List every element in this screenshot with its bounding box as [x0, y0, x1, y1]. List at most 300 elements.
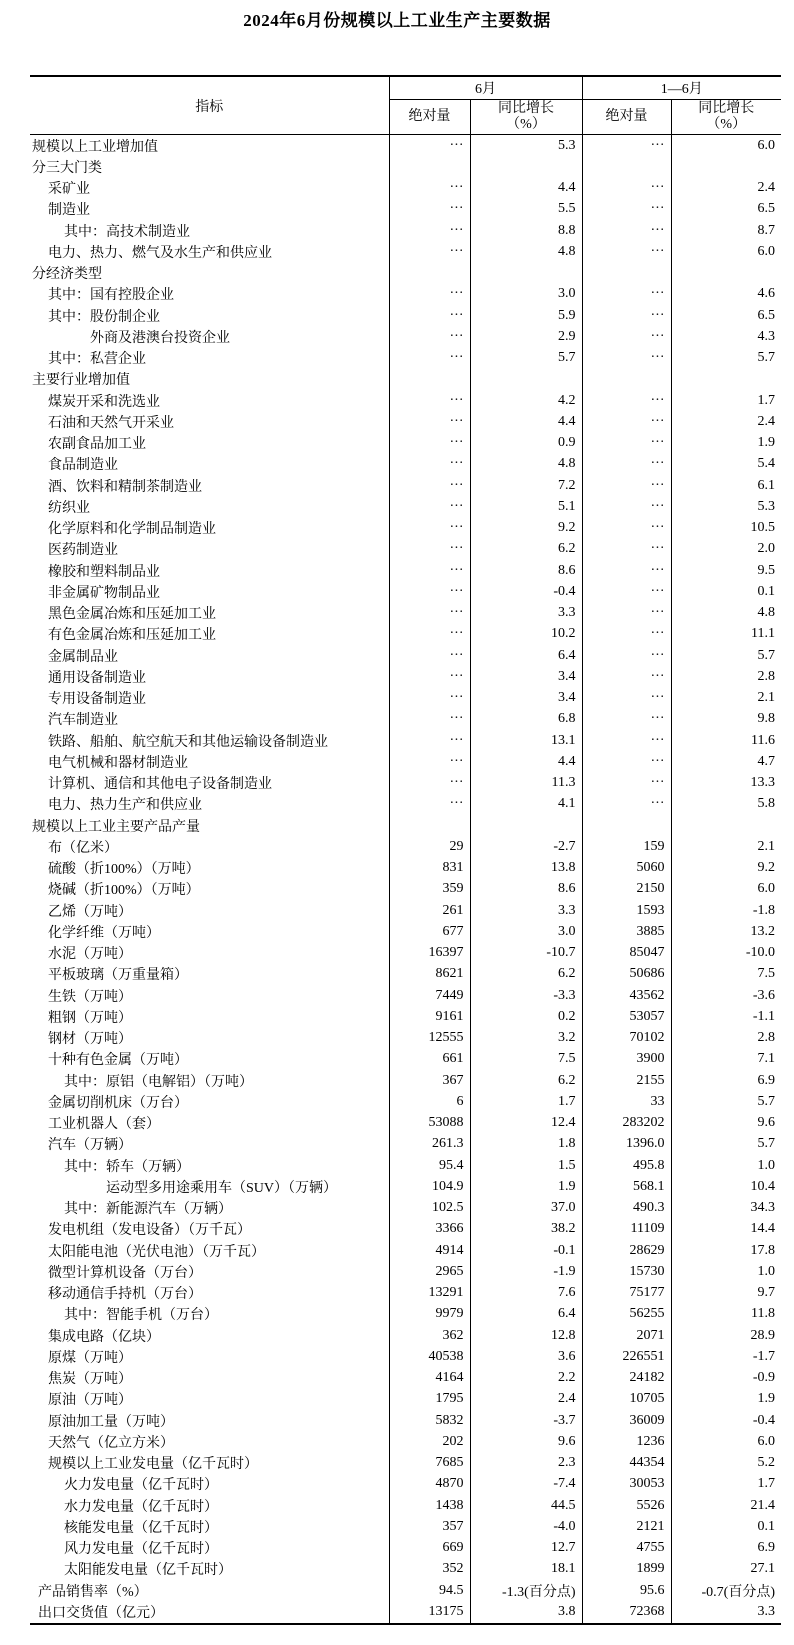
- value-cell: 3.4: [470, 666, 582, 687]
- value-cell: 8621: [389, 964, 470, 985]
- value-cell: ···: [582, 178, 671, 199]
- value-cell: [582, 369, 671, 390]
- indicator-cell: 采矿业: [30, 178, 389, 199]
- value-cell: 13175: [389, 1601, 470, 1623]
- value-cell: ···: [389, 178, 470, 199]
- value-cell: 7.2: [470, 475, 582, 496]
- table-row: [30, 178, 781, 199]
- value-cell: ···: [389, 433, 470, 454]
- value-cell: ···: [389, 220, 470, 241]
- value-cell: [671, 369, 781, 390]
- table-row: [30, 284, 781, 305]
- table-row: [30, 156, 781, 177]
- value-cell: 18.1: [470, 1559, 582, 1580]
- table-row: [30, 1261, 781, 1282]
- value-cell: ···: [582, 666, 671, 687]
- value-cell: ···: [389, 666, 470, 687]
- value-cell: 36009: [582, 1410, 671, 1431]
- value-cell: [582, 156, 671, 177]
- value-cell: 261: [389, 900, 470, 921]
- value-cell: 568.1: [582, 1176, 671, 1197]
- value-cell: ···: [582, 475, 671, 496]
- table-row: [30, 1538, 781, 1559]
- value-cell: ···: [389, 284, 470, 305]
- value-cell: 4.3: [757, 328, 775, 344]
- value-cell: 27.1: [750, 1561, 775, 1577]
- value-cell: -3.6: [752, 987, 775, 1003]
- indicator-cell: 其中：私营企业: [30, 348, 389, 369]
- value-cell: ···: [389, 348, 470, 369]
- indicator-cell: 天然气（亿立方米）: [30, 1431, 389, 1452]
- table-row: [30, 1219, 781, 1240]
- value-cell: -2.7: [470, 836, 582, 857]
- value-cell: 490.3: [582, 1198, 671, 1219]
- value-cell: 5.7: [757, 1093, 775, 1109]
- indicator-cell: 平板玻璃（万重量箱）: [30, 964, 389, 985]
- value-cell: -4.0: [470, 1516, 582, 1537]
- value-cell: 4.8: [470, 241, 582, 262]
- table-row: [30, 879, 781, 900]
- value-cell: 11.8: [751, 1306, 775, 1322]
- value-cell: 6.2: [470, 964, 582, 985]
- value-cell: 3.4: [470, 688, 582, 709]
- value-cell: -0.4: [470, 581, 582, 602]
- value-cell: 56255: [582, 1304, 671, 1325]
- value-cell: 5.7: [757, 1136, 775, 1152]
- value-cell: 28.9: [750, 1327, 775, 1343]
- table-row: [30, 326, 781, 347]
- value-cell: ···: [582, 284, 671, 305]
- value-cell: 357: [389, 1516, 470, 1537]
- col-header-indicator: 指标: [30, 76, 389, 135]
- value-cell: 495.8: [582, 1155, 671, 1176]
- indicator-cell: 石油和天然气开采业: [30, 411, 389, 432]
- value-cell: -7.4: [470, 1474, 582, 1495]
- value-cell: 362: [389, 1325, 470, 1346]
- value-cell: 53088: [389, 1113, 470, 1134]
- value-cell: 3.3: [470, 900, 582, 921]
- indicator-cell: 太阳能发电量（亿千瓦时）: [30, 1559, 389, 1580]
- value-cell: 1396.0: [582, 1134, 671, 1155]
- table-row: [30, 1601, 781, 1623]
- value-cell: 6.5: [757, 201, 775, 217]
- value-cell: 15730: [582, 1261, 671, 1282]
- indicator-cell: 烧碱（折100%）（万吨）: [30, 879, 389, 900]
- value-cell: 1.8: [470, 1134, 582, 1155]
- table-row: [30, 1049, 781, 1070]
- indicator-cell: 风力发电量（亿千瓦时）: [30, 1538, 389, 1559]
- value-cell: 5.2: [757, 1455, 775, 1471]
- value-cell: ···: [389, 135, 470, 157]
- value-cell: 10.5: [750, 520, 775, 536]
- value-cell: -0.1: [470, 1240, 582, 1261]
- indicator-cell: 移动通信手持机（万台）: [30, 1283, 389, 1304]
- value-cell: ···: [582, 794, 671, 815]
- value-cell: 2.2: [470, 1368, 582, 1389]
- col-header-june-absolute: 绝对量: [389, 100, 470, 135]
- value-cell: 5.7: [757, 647, 775, 663]
- table-row: [30, 815, 781, 836]
- value-cell: -1.1: [752, 1008, 775, 1024]
- value-cell: 29: [389, 836, 470, 857]
- indicator-cell: 发电机组（发电设备）（万千瓦）: [30, 1219, 389, 1240]
- value-cell: 11109: [582, 1219, 671, 1240]
- indicator-cell: 集成电路（亿块）: [30, 1325, 389, 1346]
- value-cell: [389, 263, 470, 284]
- value-cell: 1.9: [757, 1391, 775, 1407]
- table-row: [30, 730, 781, 751]
- value-cell: 10.2: [470, 624, 582, 645]
- value-cell: 2155: [582, 1070, 671, 1091]
- value-cell: 102.5: [389, 1198, 470, 1219]
- value-cell: 261.3: [389, 1134, 470, 1155]
- value-cell: 7.1: [757, 1051, 775, 1067]
- value-cell: 6.9: [757, 1072, 775, 1088]
- indicator-cell: 化学原料和化学制品制造业: [30, 518, 389, 539]
- table-row: [30, 1198, 781, 1219]
- value-cell: -1.9: [470, 1261, 582, 1282]
- value-cell: 6.2: [470, 1070, 582, 1091]
- value-cell: ···: [582, 645, 671, 666]
- table-row: [30, 1368, 781, 1389]
- table-row: [30, 624, 781, 645]
- indicator-cell: 专用设备制造业: [30, 688, 389, 709]
- indicator-cell: 原煤（万吨）: [30, 1346, 389, 1367]
- indicator-cell: 水泥（万吨）: [30, 943, 389, 964]
- value-cell: 4914: [389, 1240, 470, 1261]
- value-cell: 11.6: [751, 732, 775, 748]
- value-cell: 4.8: [757, 605, 775, 621]
- value-cell: 202: [389, 1431, 470, 1452]
- value-cell: ···: [582, 199, 671, 220]
- value-cell: 6.1: [757, 477, 775, 493]
- value-cell: -1.8: [752, 902, 775, 918]
- value-cell: -1.3(百分点): [470, 1580, 582, 1601]
- indicator-cell: 金属制品业: [30, 645, 389, 666]
- value-cell: 1.9: [470, 1176, 582, 1197]
- value-cell: 5.7: [757, 350, 775, 366]
- indicator-cell: 医药制造业: [30, 539, 389, 560]
- value-cell: 3.3: [757, 1603, 775, 1619]
- indicator-cell: 铁路、船舶、航空航天和其他运输设备制造业: [30, 730, 389, 751]
- value-cell: ···: [389, 475, 470, 496]
- value-cell: 5526: [582, 1495, 671, 1516]
- value-cell: 1438: [389, 1495, 470, 1516]
- value-cell: 226551: [582, 1346, 671, 1367]
- value-cell: 13.1: [470, 730, 582, 751]
- value-cell: 5.4: [757, 456, 775, 472]
- indicator-cell: 有色金属冶炼和压延加工业: [30, 624, 389, 645]
- indicator-cell: 乙烯（万吨）: [30, 900, 389, 921]
- value-cell: 28629: [582, 1240, 671, 1261]
- indicator-cell: 核能发电量（亿千瓦时）: [30, 1516, 389, 1537]
- indicator-cell: 运动型多用途乘用车（SUV）（万辆）: [30, 1176, 389, 1197]
- value-cell: 5.8: [757, 796, 775, 812]
- indicator-cell: 焦炭（万吨）: [30, 1368, 389, 1389]
- table-row: [30, 1431, 781, 1452]
- value-cell: 104.9: [389, 1176, 470, 1197]
- value-cell: -0.4: [752, 1412, 775, 1428]
- value-cell: 3.8: [470, 1601, 582, 1623]
- value-cell: ···: [389, 560, 470, 581]
- value-cell: -3.3: [470, 985, 582, 1006]
- value-cell: 9.7: [757, 1285, 775, 1301]
- indicator-cell: 硫酸（折100%）（万吨）: [30, 858, 389, 879]
- value-cell: 9979: [389, 1304, 470, 1325]
- value-cell: 5.1: [470, 496, 582, 517]
- value-cell: 4.6: [757, 286, 775, 302]
- value-cell: 34.3: [750, 1200, 775, 1216]
- value-cell: 44.5: [470, 1495, 582, 1516]
- value-cell: 85047: [582, 943, 671, 964]
- value-cell: ···: [582, 751, 671, 772]
- value-cell: ···: [582, 241, 671, 262]
- value-cell: ···: [389, 730, 470, 751]
- value-cell: ···: [389, 326, 470, 347]
- indicator-cell: 规模以上工业发电量（亿千瓦时）: [30, 1453, 389, 1474]
- table-row: [30, 348, 781, 369]
- value-cell: 4.1: [470, 794, 582, 815]
- value-cell: 12.4: [470, 1113, 582, 1134]
- value-cell: ···: [389, 581, 470, 602]
- value-cell: 1.7: [470, 1091, 582, 1112]
- value-cell: ···: [582, 411, 671, 432]
- value-cell: [582, 815, 671, 836]
- page-title: 2024年6月份规模以上工业生产主要数据: [243, 11, 551, 30]
- value-cell: ···: [389, 624, 470, 645]
- value-cell: [470, 263, 582, 284]
- value-cell: 16397: [389, 943, 470, 964]
- value-cell: 0.9: [470, 433, 582, 454]
- value-cell: 2.8: [757, 668, 775, 684]
- table-row: [30, 1028, 781, 1049]
- value-cell: 677: [389, 921, 470, 942]
- value-cell: ···: [389, 773, 470, 794]
- value-cell: 6.0: [757, 1433, 775, 1449]
- table-row: [30, 1134, 781, 1155]
- indicator-cell: 太阳能电池（光伏电池）（万千瓦）: [30, 1240, 389, 1261]
- value-cell: 43562: [582, 985, 671, 1006]
- value-cell: 159: [582, 836, 671, 857]
- value-cell: 9.2: [757, 860, 775, 876]
- value-cell: 6.9: [757, 1540, 775, 1556]
- value-cell: 7685: [389, 1453, 470, 1474]
- value-cell: [671, 815, 781, 836]
- value-cell: 9.6: [757, 1115, 775, 1131]
- value-cell: 5.3: [470, 135, 582, 157]
- value-cell: 5.3: [757, 498, 775, 514]
- value-cell: -3.7: [470, 1410, 582, 1431]
- value-cell: 3.0: [470, 921, 582, 942]
- indicator-cell: 农副食品加工业: [30, 433, 389, 454]
- table-row: [30, 560, 781, 581]
- table-row: [30, 666, 781, 687]
- indicator-cell: 微型计算机设备（万台）: [30, 1261, 389, 1282]
- table-row: [30, 1155, 781, 1176]
- value-cell: 10.4: [750, 1178, 775, 1194]
- value-cell: ···: [582, 348, 671, 369]
- table-row: [30, 836, 781, 857]
- indicator-cell: 其中：股份制企业: [30, 305, 389, 326]
- value-cell: 2071: [582, 1325, 671, 1346]
- value-cell: 1593: [582, 900, 671, 921]
- value-cell: 5832: [389, 1410, 470, 1431]
- value-cell: ···: [582, 496, 671, 517]
- value-cell: 0.1: [757, 583, 775, 599]
- value-cell: 94.5: [389, 1580, 470, 1601]
- value-cell: ···: [582, 603, 671, 624]
- value-cell: ···: [389, 199, 470, 220]
- table-row: [30, 1113, 781, 1134]
- indicator-cell: 水力发电量（亿千瓦时）: [30, 1495, 389, 1516]
- table-row: [30, 858, 781, 879]
- indicator-cell: 火力发电量（亿千瓦时）: [30, 1474, 389, 1495]
- value-cell: 5.9: [470, 305, 582, 326]
- growth-label-line2: （%）: [506, 117, 546, 132]
- indicator-cell: 其中：国有控股企业: [30, 284, 389, 305]
- value-cell: ···: [389, 709, 470, 730]
- indicator-cell: 出口交货值（亿元）: [30, 1601, 389, 1623]
- value-cell: 661: [389, 1049, 470, 1070]
- table-row: [30, 794, 781, 815]
- table-row: [30, 985, 781, 1006]
- value-cell: -0.9: [752, 1370, 775, 1386]
- value-cell: 2965: [389, 1261, 470, 1282]
- value-cell: 13.8: [470, 858, 582, 879]
- value-cell: -10.7: [470, 943, 582, 964]
- value-cell: 10705: [582, 1389, 671, 1410]
- table-body: [30, 135, 781, 1624]
- value-cell: 38.2: [470, 1219, 582, 1240]
- indicator-cell: 原油加工量（万吨）: [30, 1410, 389, 1431]
- col-header-june-growth: [470, 100, 582, 135]
- value-cell: 6.0: [757, 243, 775, 259]
- value-cell: 3900: [582, 1049, 671, 1070]
- table-row: [30, 964, 781, 985]
- value-cell: [389, 369, 470, 390]
- value-cell: 12555: [389, 1028, 470, 1049]
- table-row: [30, 454, 781, 475]
- value-cell: ···: [582, 135, 671, 157]
- value-cell: 2150: [582, 879, 671, 900]
- indicator-cell: 分经济类型: [30, 263, 389, 284]
- table-row: [30, 1176, 781, 1197]
- value-cell: ···: [389, 751, 470, 772]
- value-cell: 1.7: [757, 1476, 775, 1492]
- table-row: [30, 305, 781, 326]
- value-cell: 3.2: [470, 1028, 582, 1049]
- indicator-cell: 电力、热力、燃气及水生产和供应业: [30, 241, 389, 262]
- indicator-cell: 其中：智能手机（万台）: [30, 1304, 389, 1325]
- value-cell: 13.2: [750, 923, 775, 939]
- indicator-cell: 金属切削机床（万台）: [30, 1091, 389, 1112]
- indicator-cell: 酒、饮料和精制茶制造业: [30, 475, 389, 496]
- value-cell: 7.6: [470, 1283, 582, 1304]
- value-cell: 669: [389, 1538, 470, 1559]
- value-cell: 3.3: [470, 603, 582, 624]
- value-cell: 6: [389, 1091, 470, 1112]
- table-row: [30, 1559, 781, 1580]
- value-cell: ···: [582, 730, 671, 751]
- value-cell: 4.2: [470, 390, 582, 411]
- table-row: [30, 751, 781, 772]
- table-row: [30, 1283, 781, 1304]
- value-cell: 4.4: [470, 751, 582, 772]
- value-cell: 1.7: [757, 392, 775, 408]
- value-cell: 4.8: [470, 454, 582, 475]
- table-header: [30, 76, 781, 135]
- value-cell: [582, 263, 671, 284]
- table-row: [30, 1304, 781, 1325]
- value-cell: 8.7: [757, 222, 775, 238]
- table-row: [30, 1410, 781, 1431]
- value-cell: 3.0: [470, 284, 582, 305]
- indicator-cell: 非金属矿物制品业: [30, 581, 389, 602]
- growth-label-line2: （%）: [706, 117, 747, 132]
- value-cell: 11.1: [751, 626, 775, 642]
- indicator-cell: 电力、热力生产和供应业: [30, 794, 389, 815]
- value-cell: [671, 263, 781, 284]
- value-cell: 6.2: [470, 539, 582, 560]
- value-cell: ···: [389, 794, 470, 815]
- value-cell: 367: [389, 1070, 470, 1091]
- table-row: [30, 199, 781, 220]
- value-cell: ···: [582, 326, 671, 347]
- value-cell: 12.7: [470, 1538, 582, 1559]
- value-cell: 5060: [582, 858, 671, 879]
- table-row: [30, 1580, 781, 1601]
- value-cell: 72368: [582, 1601, 671, 1623]
- value-cell: [470, 156, 582, 177]
- value-cell: ···: [582, 390, 671, 411]
- indicator-cell: 汽车（万辆）: [30, 1134, 389, 1155]
- indicator-cell: 规模以上工业主要产品产量: [30, 815, 389, 836]
- indicator-cell: 纺织业: [30, 496, 389, 517]
- table-row: [30, 1346, 781, 1367]
- table-row: [30, 496, 781, 517]
- value-cell: ···: [582, 581, 671, 602]
- value-cell: ···: [389, 645, 470, 666]
- table-row: [30, 1495, 781, 1516]
- value-cell: [671, 156, 781, 177]
- value-cell: ···: [389, 603, 470, 624]
- indicator-cell: 电气机械和器材制造业: [30, 751, 389, 772]
- indicator-cell: 其中：原铝（电解铝）（万吨）: [30, 1070, 389, 1091]
- value-cell: 2.1: [757, 690, 775, 706]
- value-cell: 2.1: [757, 838, 775, 854]
- value-cell: 44354: [582, 1453, 671, 1474]
- value-cell: 9.2: [470, 518, 582, 539]
- value-cell: 0.2: [470, 1006, 582, 1027]
- value-cell: 8.6: [470, 560, 582, 581]
- value-cell: 4164: [389, 1368, 470, 1389]
- value-cell: 2121: [582, 1516, 671, 1537]
- value-cell: 9161: [389, 1006, 470, 1027]
- value-cell: 2.4: [757, 180, 775, 196]
- value-cell: 2.3: [470, 1453, 582, 1474]
- indicator-cell: 其中：轿车（万辆）: [30, 1155, 389, 1176]
- value-cell: 70102: [582, 1028, 671, 1049]
- value-cell: 1236: [582, 1431, 671, 1452]
- value-cell: 6.8: [470, 709, 582, 730]
- value-cell: 359: [389, 879, 470, 900]
- value-cell: 1795: [389, 1389, 470, 1410]
- value-cell: ···: [582, 539, 671, 560]
- value-cell: ···: [389, 454, 470, 475]
- indicator-cell: 主要行业增加值: [30, 369, 389, 390]
- value-cell: 9.5: [757, 562, 775, 578]
- value-cell: 1899: [582, 1559, 671, 1580]
